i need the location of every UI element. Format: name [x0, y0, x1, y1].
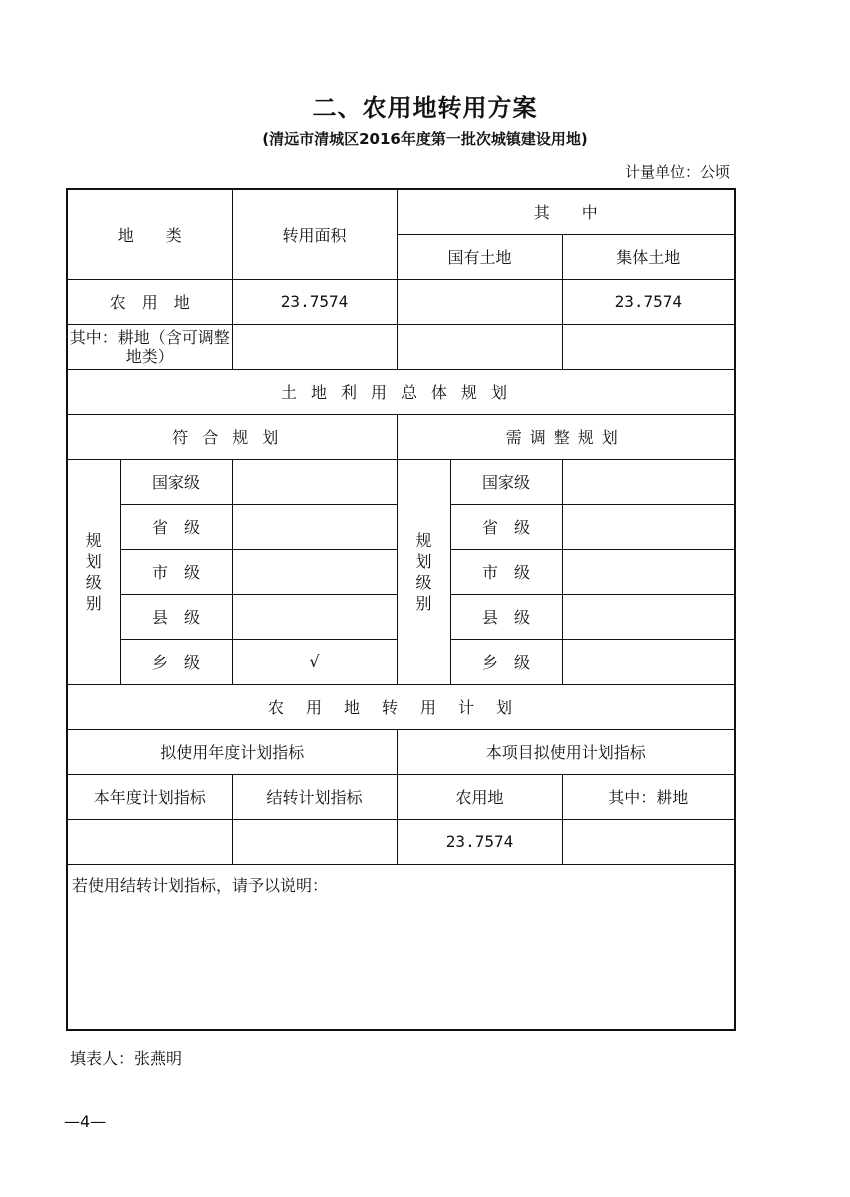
adjust-mark	[562, 459, 735, 504]
level-name: 市 级	[120, 549, 232, 594]
value-agri-land: 23.7574	[397, 819, 562, 864]
adjust-mark	[562, 549, 735, 594]
row-agri-state	[397, 279, 562, 324]
table-row	[67, 324, 735, 369]
row-arable-collective	[562, 324, 735, 369]
value-arable	[562, 819, 735, 864]
row-arable-area	[232, 324, 397, 369]
section-conversion-plan: 农用地转用计划	[67, 684, 735, 729]
header-state-owned: 国有土地	[397, 234, 562, 279]
table-row	[67, 459, 735, 504]
level-name: 乡 级	[450, 639, 562, 684]
header-conform-plan: 符合规划	[67, 414, 397, 459]
adjust-mark	[562, 639, 735, 684]
filler-name: 填表人：张燕明	[70, 1049, 183, 1068]
conversion-table	[66, 188, 736, 1031]
adjust-mark	[562, 504, 735, 549]
level-name: 国家级	[450, 459, 562, 504]
value-carryover	[232, 819, 397, 864]
level-label-right	[397, 459, 450, 684]
page-subtitle: (清远市清城区2016年度第一批次城镇建设用地)	[262, 130, 588, 148]
page-title: 二、农用地转用方案	[312, 94, 538, 122]
level-name: 省 级	[450, 504, 562, 549]
level-name: 市 级	[450, 549, 562, 594]
table-row	[67, 819, 735, 864]
level-name: 乡 级	[120, 639, 232, 684]
row-label-arable: 其中：耕地（含可调整地类）	[67, 324, 232, 369]
header-carryover: 结转计划指标	[232, 774, 397, 819]
level-label-text: 规 划 级 别	[85, 530, 102, 613]
header-land-type: 地 类	[67, 189, 232, 279]
header-adjust-plan: 需调整规划	[397, 414, 735, 459]
adjust-mark	[562, 594, 735, 639]
level-label-text: 规 划 级 别	[415, 530, 432, 613]
unit-label: 计量单位：公顷	[624, 163, 730, 181]
row-label-agri: 农 用 地	[67, 279, 232, 324]
row-agri-area: 23.7574	[232, 279, 397, 324]
row-arable-state	[397, 324, 562, 369]
conform-mark	[232, 504, 397, 549]
header-among: 其 中	[397, 189, 735, 234]
section-overall-plan: 土地利用总体规划	[67, 369, 735, 414]
header-arable: 其中：耕地	[562, 774, 735, 819]
page-number: —4—	[64, 1112, 107, 1131]
conform-mark	[232, 594, 397, 639]
header-annual-index: 拟使用年度计划指标	[67, 729, 397, 774]
row-agri-collective: 23.7574	[562, 279, 735, 324]
level-name: 国家级	[120, 459, 232, 504]
header-this-year: 本年度计划指标	[67, 774, 232, 819]
level-name: 县 级	[120, 594, 232, 639]
conform-mark	[232, 549, 397, 594]
value-this-year	[67, 819, 232, 864]
level-label-left	[67, 459, 120, 684]
header-convert-area: 转用面积	[232, 189, 397, 279]
carryover-note: 若使用结转计划指标，请予以说明：	[67, 864, 735, 1030]
header-collective: 集体土地	[562, 234, 735, 279]
level-name: 县 级	[450, 594, 562, 639]
header-agri-land: 农用地	[397, 774, 562, 819]
header-project-index: 本项目拟使用计划指标	[397, 729, 735, 774]
table-row	[67, 279, 735, 324]
conform-mark: √	[232, 639, 397, 684]
conform-mark	[232, 459, 397, 504]
level-name: 省 级	[120, 504, 232, 549]
